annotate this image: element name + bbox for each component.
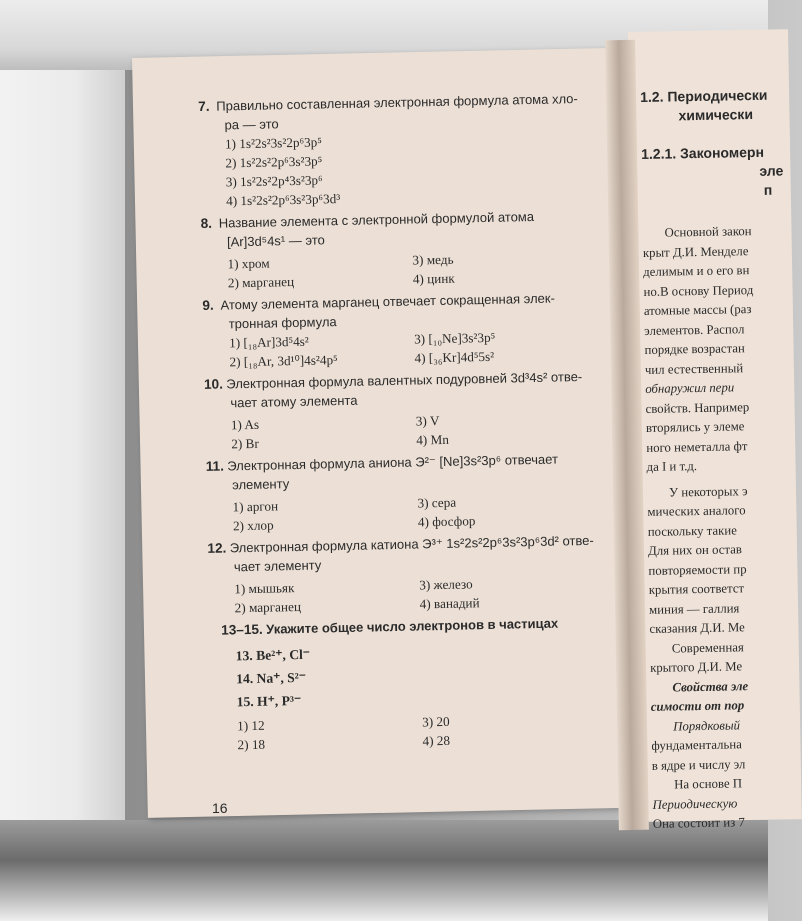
answer-options bbox=[231, 407, 636, 453]
question-number: 9. bbox=[202, 297, 214, 313]
question-number: 13–15. bbox=[221, 621, 263, 638]
body-line: атомные массы (раз bbox=[643, 302, 752, 318]
question-number: 8. bbox=[200, 215, 213, 231]
answer-options bbox=[225, 126, 631, 210]
answer-option: 1) аргон bbox=[232, 498, 279, 515]
answer-options bbox=[227, 246, 632, 292]
question-text: ра — это bbox=[224, 116, 279, 133]
answer-option: 4) 1s²2s²2p⁶3s²3p⁶3d³ bbox=[226, 191, 341, 209]
answer-options bbox=[229, 325, 634, 371]
question-8 bbox=[200, 205, 632, 293]
answer-option: 2) 1s²2s²2p⁶3s²3p⁵ bbox=[225, 153, 323, 171]
question-text: Электронная формула валентных подуровней 3d³4s² отве- bbox=[226, 369, 583, 392]
question-text: Укажите общее число электронов в частицах bbox=[265, 615, 559, 637]
subsection-heading: 1.2.1. Закономерн bbox=[641, 143, 765, 162]
question-text: чает атому элемента bbox=[230, 392, 358, 411]
question-text: тронная формула bbox=[228, 314, 337, 332]
background-bottom bbox=[0, 820, 768, 921]
answer-options bbox=[234, 571, 639, 617]
question-number: 12. bbox=[207, 540, 227, 556]
sub-question-14: 14. Na⁺, S²⁻ bbox=[236, 669, 307, 687]
page-number: 16 bbox=[212, 800, 228, 816]
answer-option: 1) 1s²2s²3s²2p⁶3p⁵ bbox=[224, 134, 323, 152]
body-line: крыт Д.И. Менделе bbox=[642, 243, 749, 260]
body-line: вторялись у элеме bbox=[645, 419, 745, 435]
body-line: Современная bbox=[671, 639, 744, 656]
answer-option: 1) As bbox=[230, 416, 260, 433]
answer-option: 3) 1s²2s²2p⁴3s²3p⁶ bbox=[225, 172, 323, 190]
question-number: 10. bbox=[203, 376, 224, 392]
body-line: симости от пор bbox=[650, 698, 745, 714]
right-page-text bbox=[640, 86, 793, 835]
answer-option: 3) 20 bbox=[421, 713, 450, 730]
body-line: делимым и о его вн bbox=[643, 263, 750, 279]
question-9 bbox=[202, 287, 633, 372]
answer-option: 2) марганец bbox=[234, 598, 302, 616]
question-7 bbox=[198, 88, 630, 211]
question-text: Название элемента с электронной формулой атома bbox=[218, 208, 535, 231]
body-line: в ядре и числу эл bbox=[651, 756, 746, 773]
question-list bbox=[198, 88, 642, 758]
answer-option: 1) 12 bbox=[237, 717, 265, 734]
question-11 bbox=[206, 448, 638, 536]
answer-option: 3) железо bbox=[419, 576, 473, 593]
subsection-heading: п bbox=[763, 181, 773, 198]
body-line: поскольку такие bbox=[647, 522, 737, 539]
body-line: мических аналого bbox=[647, 503, 746, 519]
body-line: повторяемости пр bbox=[648, 561, 747, 578]
body-line: фундаментальна bbox=[651, 737, 742, 753]
answer-option: 3) V bbox=[415, 413, 440, 429]
answer-option: 1) [₁₈Ar]3d⁵4s² bbox=[228, 333, 309, 351]
answer-options bbox=[237, 708, 642, 754]
answer-option: 2) [₁₈Ar, 3d¹⁰]4s²4p⁵ bbox=[229, 352, 338, 370]
sub-question-13: 13. Be²⁺, Cl⁻ bbox=[235, 646, 311, 664]
body-line: но.В основу Период bbox=[643, 282, 754, 299]
body-line: Для них он остав bbox=[647, 542, 743, 558]
body-line: На основе П bbox=[674, 776, 743, 792]
section-heading: 1.2. Периодически bbox=[640, 86, 768, 105]
answer-option: 2) Br bbox=[231, 435, 259, 452]
question-13-15 bbox=[209, 612, 642, 755]
answer-option: 2) хлор bbox=[232, 517, 274, 534]
body-line: чил естественный bbox=[644, 360, 744, 377]
answer-options bbox=[232, 489, 637, 535]
body-line: элементов. Распол bbox=[644, 321, 745, 338]
question-text: элементу bbox=[231, 476, 290, 493]
question-10 bbox=[204, 366, 636, 454]
answer-option: 1) хром bbox=[227, 255, 270, 272]
sub-question-15: 15. H⁺, P³⁻ bbox=[236, 692, 302, 710]
body-line: ного неметалла фт bbox=[646, 438, 748, 455]
answer-option: 4) 28 bbox=[422, 732, 451, 749]
body-line: Порядковый bbox=[673, 717, 741, 734]
body-line: Основной закон bbox=[664, 224, 752, 240]
answer-option: 4) [₃₆Kr]4d⁵5s² bbox=[414, 348, 495, 366]
body-line: крытия соответст bbox=[648, 581, 745, 597]
answer-option: 4) ванадий bbox=[419, 595, 480, 612]
body-line: порядке возрастан bbox=[644, 341, 745, 357]
answer-option: 4) цинк bbox=[412, 270, 455, 287]
question-number: 7. bbox=[198, 98, 210, 114]
question-text: чает элементу bbox=[233, 557, 322, 575]
background-left bbox=[0, 0, 125, 921]
question-number: 11. bbox=[205, 458, 225, 474]
question-text: [Ar]3d⁵4s¹ — это bbox=[226, 232, 325, 250]
answer-option: 4) фосфор bbox=[417, 513, 476, 530]
body-line: свойств. Например bbox=[645, 399, 750, 416]
body-line: крытого Д.И. Ме bbox=[650, 659, 743, 675]
answer-option: 1) мышьяк bbox=[234, 580, 295, 597]
body-line: Периодическую bbox=[652, 795, 738, 812]
answer-option: 2) 18 bbox=[237, 736, 266, 753]
question-text: Электронная формула аниона Э²⁻ [Ne]3s²3p⁶ отвечает bbox=[227, 451, 559, 474]
answer-option: 3) сера bbox=[417, 494, 457, 511]
question-12 bbox=[207, 530, 639, 618]
answer-option: 2) марганец bbox=[227, 274, 295, 291]
answer-option: 3) [₁₀Ne]3s²3p⁵ bbox=[413, 329, 496, 347]
body-line: У некоторых э bbox=[668, 483, 748, 500]
body-line: сказания Д.И. Ме bbox=[649, 620, 745, 636]
body-line: да I и т.д. bbox=[646, 459, 698, 474]
body-line: Свойства эле bbox=[672, 678, 749, 695]
body-line: миния — галлия bbox=[648, 600, 740, 617]
section-heading: химически bbox=[678, 106, 754, 124]
question-text: Атому элемента марганец отвечает сокращенная элек- bbox=[220, 290, 555, 313]
answer-option: 4) Mn bbox=[416, 431, 449, 448]
body-line: обнаружил пери bbox=[645, 380, 735, 396]
subsection-heading: эле bbox=[759, 162, 784, 179]
question-text: Правильно составленная электронная формула атома хло- bbox=[216, 91, 578, 114]
answer-option: 3) медь bbox=[412, 251, 454, 268]
question-text: Электронная формула катиона Э³⁺ 1s²2s²2p⁶3s²3p⁶3d² отве- bbox=[229, 532, 594, 556]
body-line: Она состоит из 7 bbox=[652, 815, 745, 831]
